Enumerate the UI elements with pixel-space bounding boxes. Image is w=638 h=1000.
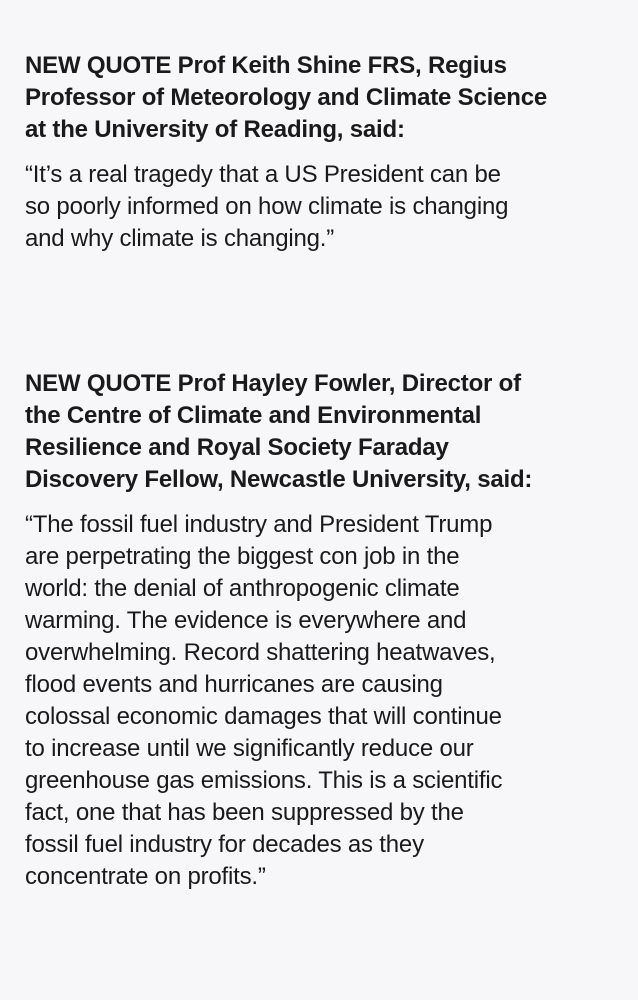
quote-block-keith-shine <box>25 50 614 255</box>
quote-heading: NEW QUOTE Prof Hayley Fowler, Director of the Centre of Climate and Environmental Resilience and Royal Society Faraday Discovery Fellow, Newcastle University, said: <box>25 370 533 493</box>
quote-heading: NEW QUOTE Prof Keith Shine FRS, Regius Professor of Meteorology and Climate Science at the University of Reading, said: <box>25 52 548 143</box>
quote-text: “It’s a real tragedy that a US President can be so poorly informed on how climate is changing and why climate is changing.” <box>25 161 509 252</box>
quote-text: “The fossil fuel industry and President Trump are perpetrating the biggest con job in the world: the denial of anthropogenic climate warming. The evidence is everywhere and overwhelming. Record shattering heatwaves, flood events and hurricanes are causing colossal economic damages that will continue to increase until we significantly reduce our greenhouse gas emissions. This is a scientific fact, one that has been suppressed by the fossil fuel industry for decades as they concentrate on profits.” <box>25 511 503 890</box>
quote-block-hayley-fowler <box>25 368 614 893</box>
